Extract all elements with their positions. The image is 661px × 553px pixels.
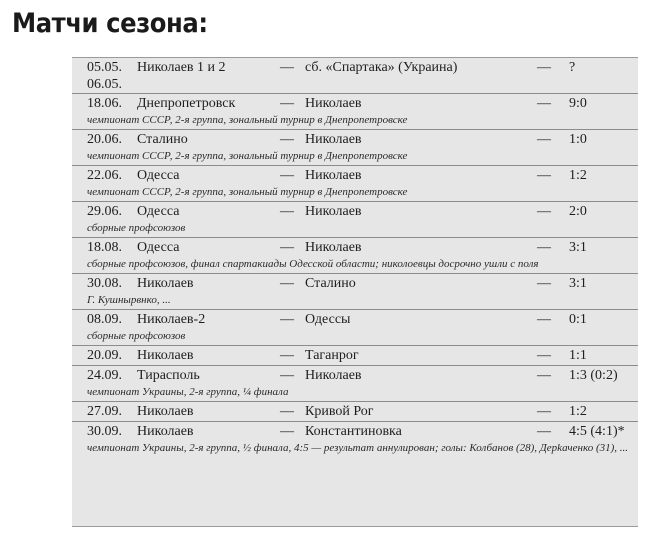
match-home: Николаев (137, 276, 194, 291)
match-row (72, 346, 638, 366)
match-date: 24.09. (87, 368, 122, 383)
match-home: Николаев-2 (137, 312, 206, 327)
match-away: Таганрог (305, 348, 359, 363)
dash: — (537, 348, 551, 363)
match-date: 30.09. (87, 424, 122, 439)
match-note: Г. Кушнырвнко, ... (87, 294, 171, 306)
dash: — (280, 404, 294, 419)
match-away: сб. «Спартака» (Украина) (305, 60, 458, 75)
match-score: 1:0 (569, 132, 587, 147)
dash: — (537, 60, 551, 75)
match-home: Сталино (137, 132, 188, 147)
match-away: Одессы (305, 312, 351, 327)
match-score: 3:1 (569, 240, 587, 255)
match-date-second: 06.05. (87, 77, 122, 92)
match-score: 2:0 (569, 204, 587, 219)
dash: — (537, 312, 551, 327)
match-away: Константиновка (305, 424, 402, 439)
dash: — (537, 424, 551, 439)
match-away: Кривой Рог (305, 404, 374, 419)
match-away: Николаев (305, 368, 362, 383)
match-score: 1:2 (569, 404, 587, 419)
dash: — (280, 240, 294, 255)
dash: — (537, 132, 551, 147)
match-row (72, 366, 638, 402)
match-home: Николаев (137, 424, 194, 439)
match-note: сборные профсоюзов (87, 222, 186, 234)
match-score: 1:3 (0:2) (569, 368, 618, 383)
dash: — (537, 368, 551, 383)
match-row (72, 310, 638, 346)
match-note: сборные профсоюзов (87, 330, 186, 342)
match-score: 4:5 (4:1)* (569, 424, 625, 439)
dash: — (280, 348, 294, 363)
match-date: 29.06. (87, 204, 122, 219)
match-row (72, 94, 638, 130)
dash: — (280, 276, 294, 291)
match-home: Николаев 1 и 2 (137, 60, 226, 75)
match-row (72, 58, 638, 94)
match-date: 18.08. (87, 240, 122, 255)
match-row (72, 130, 638, 166)
match-away: Николаев (305, 240, 362, 255)
match-date: 08.09. (87, 312, 122, 327)
match-note: чемпионат Украины, 2-я группа, ½ финала, 4:5 — результат аннулирован; голы: Колбанов (28), Дерkаченко (31), ... (87, 442, 629, 454)
match-row (72, 238, 638, 274)
match-home: Николаев (137, 404, 194, 419)
match-away: Сталино (305, 276, 356, 291)
page-title: Матчи сезона: (12, 8, 208, 39)
matches-table (72, 57, 638, 527)
match-home: Днепропетровск (137, 96, 236, 111)
match-date: 05.05. (87, 60, 122, 75)
match-home: Одесса (137, 240, 180, 255)
match-row (72, 202, 638, 238)
dash: — (280, 312, 294, 327)
match-score: 1:1 (569, 348, 587, 363)
dash: — (537, 240, 551, 255)
match-date: 18.06. (87, 96, 122, 111)
match-home: Николаев (137, 348, 194, 363)
match-away: Николаев (305, 132, 362, 147)
match-note: чемпионат СССР, 2-я группа, зональный турнир в Днепропетровске (87, 150, 408, 162)
dash: — (537, 204, 551, 219)
dash: — (537, 96, 551, 111)
dash: — (280, 96, 294, 111)
dash: — (280, 168, 294, 183)
dash: — (537, 276, 551, 291)
match-home: Одесса (137, 168, 180, 183)
match-date: 30.08. (87, 276, 122, 291)
match-date: 20.06. (87, 132, 122, 147)
dash: — (280, 424, 294, 439)
match-date: 22.06. (87, 168, 122, 183)
match-home: Тирасполь (137, 368, 200, 383)
match-note: чемпионат Украины, 2-я группа, ¼ финала (87, 386, 289, 398)
match-score: 9:0 (569, 96, 587, 111)
match-row (72, 274, 638, 310)
dash: — (280, 204, 294, 219)
match-away: Николаев (305, 204, 362, 219)
dash: — (280, 60, 294, 75)
match-note: сборные профсоюзов, финал спартакиады Одесской области; николоевцы досрочно ушли с поля (87, 258, 539, 270)
dash: — (280, 368, 294, 383)
dash: — (537, 168, 551, 183)
match-score: 1:2 (569, 168, 587, 183)
match-score: 3:1 (569, 276, 587, 291)
match-home: Одесса (137, 204, 180, 219)
dash: — (537, 404, 551, 419)
dash: — (280, 132, 294, 147)
match-row (72, 422, 638, 457)
match-away: Николаев (305, 168, 362, 183)
match-date: 27.09. (87, 404, 122, 419)
match-note: чемпионат СССР, 2-я группа, зональный турнир в Днепропетровске (87, 186, 408, 198)
match-away: Николаев (305, 96, 362, 111)
match-score: 0:1 (569, 312, 587, 327)
match-date: 20.09. (87, 348, 122, 363)
match-score: ? (569, 60, 576, 75)
match-row (72, 166, 638, 202)
match-row (72, 402, 638, 422)
match-note: чемпионат СССР, 2-я группа, зональный турнир в Днепропетровске (87, 114, 408, 126)
